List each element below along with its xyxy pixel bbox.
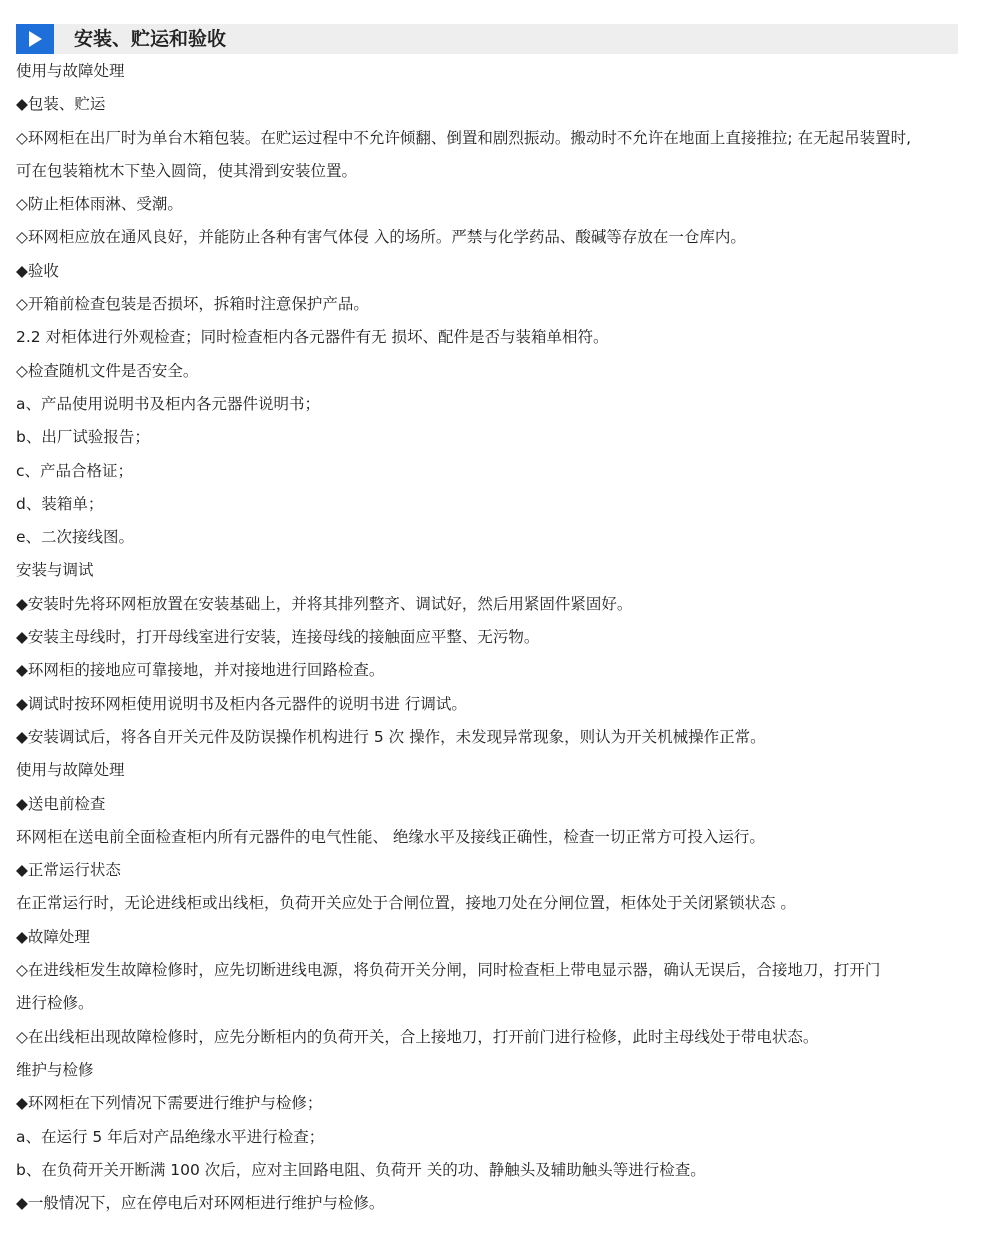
text-line: 环网柜在送电前全面检查柜内所有元器件的电气性能、 绝缘水平及接线正确性，检查一切正常方可投入运行。 [16,827,765,846]
text-line: ◆包装、贮运 [16,95,106,114]
text-line: 进行检修。 [16,994,94,1013]
play-triangle-icon [16,24,54,54]
text-line: ◆调试时按环网柜使用说明书及柜内各元器件的说明书进 行调试。 [16,694,467,713]
text-line: b、在负荷开关开断满 100 次后，应对主回路电阻、负荷开 关的功、静触头及辅助触头等进行检查。 [16,1160,706,1179]
text-line: ◇环网柜在出厂时为单台木箱包装。在贮运过程中不允许倾翻、倒置和剧烈振动。搬动时不允许在地面上直接推拉; 在无起吊装置时, [16,128,912,147]
text-line: 安装与调试 [16,561,94,580]
text-line: b、出厂试验报告； [16,428,150,447]
section-title: 安装、贮运和验收 [74,28,227,50]
text-line: ◆正常运行状态 [16,861,121,880]
text-line: ◇在进线柜发生故障检修时，应先切断进线电源，将负荷开关分闸，同时检查柜上带电显示器，确认无误后，合接地刀，打开门 [16,961,881,980]
text-line: ◆送电前检查 [16,794,106,813]
text-line: a、在运行 5 年后对产品绝缘水平进行检查； [16,1127,325,1146]
text-line: 可在包装箱枕木下垫入圆筒，使其滑到安装位置。 [16,161,358,180]
text-line: ◆一般情况下，应在停电后对环网柜进行维护与检修。 [16,1194,385,1213]
text-line: 使用与故障处理 [16,62,125,80]
text-line: 2.2 对柜体进行外观检查；同时检查柜内各元器件有无 损坏、配件是否与装箱单相符。 [16,328,609,347]
section-header [16,24,958,54]
text-line: ◆故障处理 [16,927,90,946]
text-line: ◆验收 [16,261,59,280]
text-line: ◆环网柜的接地应可靠接地，并对接地进行回路检查。 [16,661,385,680]
text-line: ◆安装主母线时，打开母线室进行安装，连接母线的接触面应平整、无污物。 [16,628,540,647]
text-line: 使用与故障处理 [16,761,125,780]
text-line: ◆安装时先将环网柜放置在安装基础上，并将其排列整齐、调试好，然后用紧固件紧固好。 [16,594,633,613]
text-line: 维护与检修 [16,1060,94,1079]
text-line: ◆安装调试后，将各自开关元件及防误操作机构进行 5 次 操作，未发现异常现象，则认为开关机械操作正常。 [16,727,766,746]
text-line: ◆环网柜在下列情况下需要进行维护与检修； [16,1094,323,1113]
text-line: 在正常运行时，无论进线柜或出线柜，负荷开关应处于合闸位置，接地刀处在分闸位置，柜体处于关闭紧锁状态 。 [16,894,796,913]
text-line: e、二次接线图。 [16,528,135,547]
document-body [16,55,966,1220]
text-line: ◇防止柜体雨淋、受潮。 [16,195,183,214]
text-line: ◇检查随机文件是否安全。 [16,361,199,380]
text-line: d、装箱单； [16,494,104,513]
text-line: ◇开箱前检查包装是否损坏，拆箱时注意保护产品。 [16,295,369,314]
text-line: c、产品合格证； [16,461,134,480]
text-line: ◇环网柜应放在通风良好，并能防止各种有害气体侵 入的场所。严禁与化学药品、酸碱等存放在一仓库内。 [16,228,746,247]
text-line: ◇在出线柜出现故障检修时，应先分断柜内的负荷开关，合上接地刀，打开前门进行检修，此时主母线处于带电状态。 [16,1027,819,1046]
text-line: a、产品使用说明书及柜内各元器件说明书； [16,394,320,413]
